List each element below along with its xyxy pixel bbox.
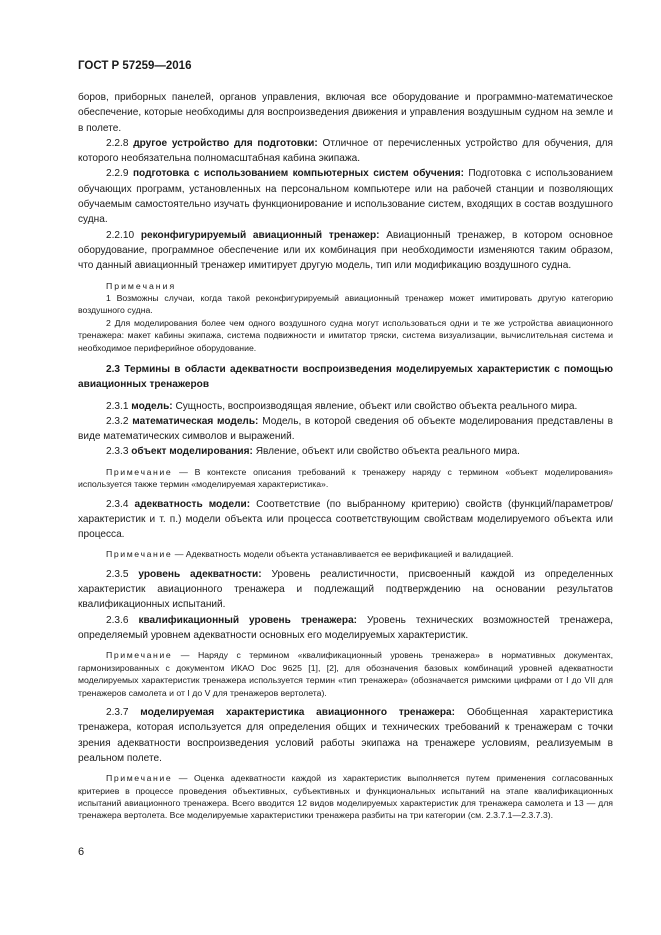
term-definition: Уровень технических возможностей тренажера, определяемый уровнем адекватности основных его моделируемых характеристик. (78, 614, 613, 642)
standard-header: ГОСТ Р 57259—2016 (78, 60, 192, 72)
term-title: реконфигурируемый авиационный тренажер: (140, 229, 380, 241)
term-definition: Сущность, воспроизводящая явление, объект или свойство объекта реального мира. (172, 400, 578, 412)
term-definition: Отличное от перечисленных устройство для обучения, для которого необязательна полномасштабная кабина экипажа. (78, 137, 613, 165)
note-heading: Примечания (106, 280, 177, 291)
term-2-3-4 (78, 497, 613, 543)
paragraph-continuation: боров, приборных панелей, органов управления, включая все оборудование и программно-математическое обеспечение, которые необходимы для воспроизведения движения и управления воздушным судном на земле и в полете. (78, 92, 613, 134)
term-title: уровень адекватности: (138, 568, 262, 580)
note-block (78, 772, 613, 822)
note-text (78, 772, 613, 822)
term-number: 2.3.7 (106, 707, 129, 718)
term-2-2-10 (78, 228, 613, 274)
term-number: 2.3.1 (106, 400, 129, 412)
document-body (78, 90, 613, 828)
note-heading: Примечание (106, 466, 173, 477)
term-2-3-1 (78, 399, 613, 414)
term-2-3-2 (78, 414, 613, 445)
term-2-3-3 (78, 444, 613, 459)
term-title: другое устройство для подготовки: (133, 137, 318, 149)
note-item: 1 Возможны случаи, когда такой реконфигурируемый авиационный тренажер может имитировать другую категорию воздушного судна. (78, 292, 613, 316)
term-definition: Подготовка с использованием обучающих программ, установленных на персональном компьютере или на рабочей станции и позволяющих обучаемым самостоятельно изучать функционирование и использование систем, входящих в состав воздушного судна. (78, 168, 613, 226)
note-text (78, 466, 613, 491)
note-block (78, 280, 613, 354)
term-number: 2.3.2 (106, 415, 129, 427)
note-body: — Наряду с термином «квалификационный уровень тренажера» в нормативных документах, гармонизированных с документом ИКАО Doc 9625 [1], [2], для обозначения базовых комбинаций уровней адекватности моделируемых характеристик тренажера используется термин «тип тренажера» (обозначается римскими цифрами от I до VII для тренажеров самолета и от I до V для тренажеров вертолета). (78, 650, 613, 698)
term-number: 2.2.8 (106, 137, 129, 149)
term-title: модель: (131, 400, 173, 412)
note-body: — В контексте описания требований к тренажеру наряду с термином «объект моделирования» используется также термин «моделируемая характеристика». (78, 466, 613, 490)
term-2-2-9 (78, 166, 613, 227)
page-number: 6 (78, 846, 85, 858)
section-heading-2-3: 2.3 Термины в области адекватности воспроизведения моделируемых характеристик с помощью авиационных тренажеров (78, 364, 613, 391)
note-text (78, 548, 613, 560)
term-number: 2.2.9 (106, 168, 129, 180)
term-2-3-7 (78, 705, 613, 766)
term-definition: Явление, объект или свойство объекта реального мира. (252, 446, 520, 458)
note-block (78, 548, 613, 560)
term-title: математическая модель: (132, 415, 259, 427)
note-body: — Адекватность модели объекта устанавливается ее верификацией и валидацией. (172, 549, 514, 560)
note-text (78, 649, 613, 699)
note-heading: Примечание (106, 773, 173, 784)
term-definition: Уровень реалистичности, присвоенный каждой из определенных характеристик авиационного тренажера и подлежащий подтверждению на основании результатов квалификационных испытаний. (78, 568, 613, 611)
term-title: адекватность модели: (134, 498, 251, 510)
note-heading: Примечание (106, 650, 173, 661)
term-2-3-6 (78, 613, 613, 644)
note-body: — Оценка адекватности каждой из характеристик выполняется путем применения согласованных критериев в процессе проведения объективных, субъективных и функциональных испытаний на этапе квалификационных испытаний авиационного тренажера. Всего вводится 12 видов моделируемых характеристик для тренажера самолета и 13 — для тренажера вертолета. Все моделируемые характеристики тренажера разбиты на три категории (см. 2.3.7.1—2.3.7.3). (78, 773, 613, 821)
term-title: объект моделирования: (131, 446, 253, 458)
term-number: 2.3.4 (106, 498, 129, 510)
term-number: 2.3.5 (106, 568, 129, 580)
term-definition: Модель, в которой сведения об объекте моделирования представлены в виде математических символов и выражений. (78, 415, 613, 443)
note-heading: Примечание (106, 549, 173, 560)
term-2-3-5 (78, 567, 613, 613)
note-item: 2 Для моделирования более чем одного воздушного судна могут использоваться одни и те же устройства авиационного тренажера: макет кабины экипажа, система подвижности и имитатор тряски, система визуализации, вычислительная система и необходимое периферийное оборудование. (78, 317, 613, 353)
term-definition: Соответствие (по выбранному критерию) свойств (функций/параметров/характеристик и т. п.) модели объекта или процесса соответствующим свойствам моделируемого объекта или процесса. (78, 498, 613, 541)
term-title: квалификационный уровень тренажера: (138, 614, 358, 626)
term-title: подготовка с использованием компьютерных систем обучения: (132, 168, 464, 180)
term-number: 2.3.6 (106, 614, 129, 626)
term-number: 2.2.10 (106, 229, 135, 241)
term-definition: Обобщенная характеристика тренажера, которая используется для определения общих и технических требований к тренажерам с точки зрения адекватности воспроизведения условий работы экипажа на тренажере условиям, реализуемым в реальном полете. (78, 707, 613, 764)
term-definition: Авиационный тренажер, в котором основное оборудование, программное обеспечение или их комбинация при необходимости изменяются таким образом, что данный авиационный тренажер имитирует другую модель, тип или модификацию воздушного судна. (78, 229, 614, 272)
term-title: моделируемая характеристика авиационного тренажера: (140, 707, 456, 718)
term-number: 2.3.3 (106, 446, 129, 458)
note-block (78, 466, 613, 491)
term-2-2-8 (78, 136, 613, 167)
note-block (78, 649, 613, 699)
